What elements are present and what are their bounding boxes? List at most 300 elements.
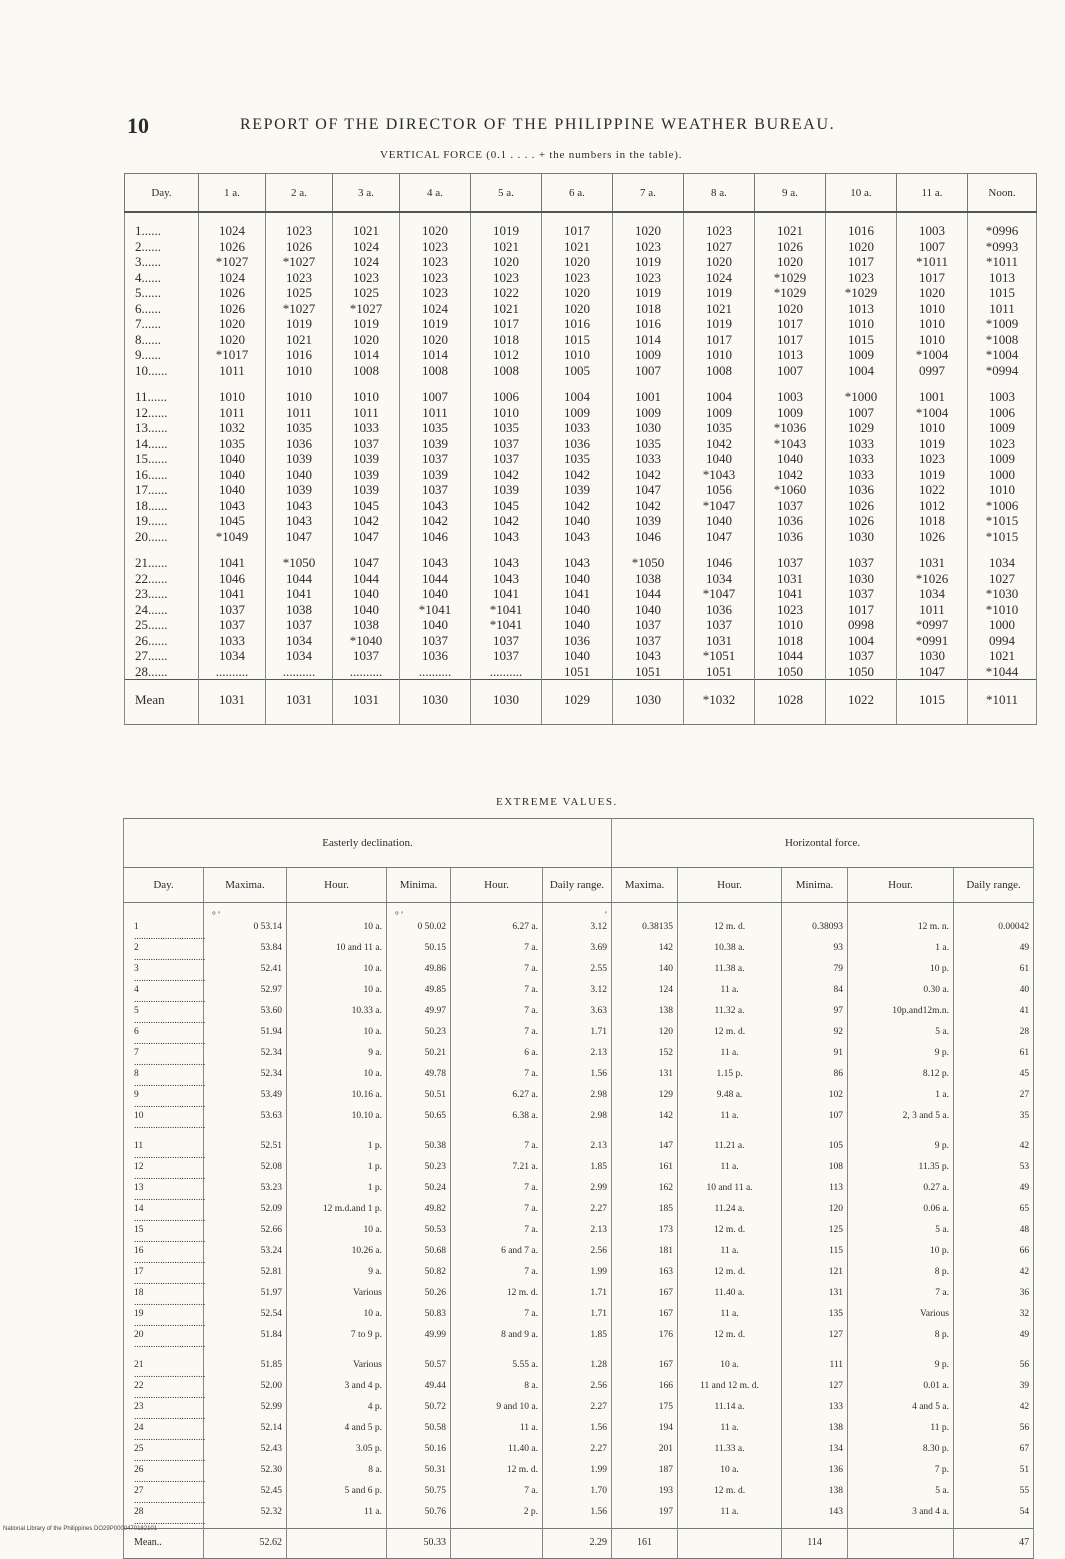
value-cell: 1038: [266, 602, 333, 618]
day-cell: 12 ..............................: [124, 1162, 204, 1183]
value-cell: 11.40 a.: [678, 1288, 782, 1309]
value-cell: 1009: [613, 347, 684, 363]
value-cell: *1010: [968, 602, 1037, 618]
value-cell: 9 and 10 a.: [451, 1402, 543, 1423]
value-cell: 1030: [826, 571, 897, 587]
value-cell: *1004: [897, 405, 968, 421]
column-header: Maxima.: [204, 868, 287, 903]
mean-value: [848, 1528, 954, 1558]
value-cell: 1020: [542, 301, 613, 317]
table-row: [124, 1288, 1034, 1309]
value-cell: 1039: [266, 482, 333, 498]
value-cell: 1047: [333, 529, 400, 545]
value-cell: 1.99: [543, 1267, 612, 1288]
value-cell: 1020: [542, 285, 613, 301]
table-row: [124, 1402, 1034, 1423]
mean-value: [287, 1528, 387, 1558]
value-cell: 1007: [755, 363, 826, 379]
value-cell: 1024: [400, 301, 471, 317]
value-cell: 1023: [471, 270, 542, 286]
value-cell: *1006: [968, 498, 1037, 514]
value-cell: 1023: [755, 602, 826, 618]
value-cell: 1037: [755, 544, 826, 571]
mean-value: 2.29: [543, 1528, 612, 1558]
column-header: 1 a.: [199, 174, 266, 213]
extreme-column-header-row: [124, 868, 1034, 903]
value-cell: 32: [954, 1309, 1034, 1330]
table-row: [124, 1048, 1034, 1069]
value-cell: 111: [782, 1351, 848, 1381]
value-cell: *1004: [968, 347, 1037, 363]
value-cell: 1020: [897, 285, 968, 301]
value-cell: 134: [782, 1444, 848, 1465]
value-cell: 4 and 5 p.: [287, 1423, 387, 1444]
value-cell: 8.12 p.: [848, 1069, 954, 1090]
table-row: [125, 285, 1037, 301]
value-cell: 1042: [542, 498, 613, 514]
value-cell: 181: [612, 1246, 678, 1267]
vertical-force-header-row: [125, 174, 1037, 213]
value-cell: 1024: [333, 239, 400, 255]
value-cell: 8 a.: [287, 1465, 387, 1486]
value-cell: 1 p.: [287, 1132, 387, 1162]
value-cell: 1020: [684, 254, 755, 270]
value-cell: 49.86: [387, 964, 451, 985]
value-cell: 1034: [684, 571, 755, 587]
value-cell: 1001: [613, 378, 684, 405]
value-cell: 3 and 4 p.: [287, 1381, 387, 1402]
value-cell: 1017: [755, 332, 826, 348]
value-cell: 52.08: [204, 1162, 287, 1183]
value-cell: 1023: [684, 212, 755, 239]
value-cell: 1035: [684, 420, 755, 436]
value-cell: 1009: [968, 451, 1037, 467]
value-cell: 4 p.: [287, 1402, 387, 1423]
value-cell: 7 a.: [451, 985, 543, 1006]
value-cell: 7 a.: [451, 943, 543, 964]
horizontal-force-heading: Horizontal force.: [612, 819, 1034, 868]
mean-row: [125, 680, 1037, 725]
value-cell: 1040: [199, 482, 266, 498]
value-cell: 1010: [897, 332, 968, 348]
value-cell: 1039: [333, 451, 400, 467]
value-cell: 61: [954, 964, 1034, 985]
value-cell: 7 to 9 p.: [287, 1330, 387, 1351]
value-cell: 1040: [199, 467, 266, 483]
value-cell: 7 a.: [451, 1183, 543, 1204]
value-cell: 1019: [897, 436, 968, 452]
value-cell: 10.33 a.: [287, 1006, 387, 1027]
value-cell: 1023: [542, 270, 613, 286]
column-header: 4 a.: [400, 174, 471, 213]
value-cell: ..........: [266, 664, 333, 680]
value-cell: 50.53: [387, 1225, 451, 1246]
table-row: [124, 1309, 1034, 1330]
value-cell: 49: [954, 1183, 1034, 1204]
value-cell: 1040: [542, 602, 613, 618]
value-cell: 142: [612, 943, 678, 964]
value-cell: 1000: [968, 467, 1037, 483]
value-cell: *1027: [199, 254, 266, 270]
value-cell: 1033: [333, 420, 400, 436]
value-cell: 1046: [684, 544, 755, 571]
value-cell: 1035: [471, 420, 542, 436]
day-cell: 6 ..............................: [124, 1027, 204, 1048]
value-cell: 1019: [613, 285, 684, 301]
value-cell: 1011: [266, 405, 333, 421]
value-cell: 1.85: [543, 1330, 612, 1351]
footer-credit: National Library of the Philippines DO29P0000470182101: [3, 1526, 158, 1532]
value-cell: 5 a.: [848, 1486, 954, 1507]
value-cell: 12 m. d.: [678, 1486, 782, 1507]
value-cell: *1041: [471, 617, 542, 633]
value-cell: 142: [612, 1111, 678, 1132]
value-cell: 1040: [755, 451, 826, 467]
table-row: [124, 1330, 1034, 1351]
value-cell: 1039: [400, 436, 471, 452]
table-row: [125, 316, 1037, 332]
day-cell: 16 ..............................: [124, 1246, 204, 1267]
value-cell: *1015: [968, 513, 1037, 529]
value-cell: 1.56: [543, 1507, 612, 1529]
value-cell: 1037: [826, 586, 897, 602]
value-cell: 1024: [199, 270, 266, 286]
table-row: [124, 964, 1034, 985]
value-cell: 10.38 a.: [678, 943, 782, 964]
value-cell: 187: [612, 1465, 678, 1486]
unit-cell: ° ′: [387, 903, 451, 922]
value-cell: 1037: [400, 482, 471, 498]
value-cell: 1056: [684, 482, 755, 498]
value-cell: 10 and 11 a.: [678, 1183, 782, 1204]
value-cell: 1026: [897, 529, 968, 545]
easterly-declination-heading: Easterly declination.: [124, 819, 612, 868]
value-cell: 52.34: [204, 1069, 287, 1090]
day-cell: 3 ..............................: [124, 964, 204, 985]
value-cell: 12 m. d.: [451, 1465, 543, 1486]
value-cell: 52.51: [204, 1132, 287, 1162]
table-row: [125, 212, 1037, 239]
value-cell: 1019: [400, 316, 471, 332]
value-cell: 1044: [400, 571, 471, 587]
value-cell: 11.14 a.: [678, 1402, 782, 1423]
value-cell: 1037: [471, 451, 542, 467]
table-row: [125, 332, 1037, 348]
column-header: Minima.: [782, 868, 848, 903]
value-cell: 1036: [266, 436, 333, 452]
mean-row: [124, 1528, 1034, 1558]
value-cell: 1036: [542, 436, 613, 452]
value-cell: *1030: [968, 586, 1037, 602]
value-cell: 3.12: [543, 985, 612, 1006]
value-cell: 1041: [542, 586, 613, 602]
value-cell: 1020: [755, 301, 826, 317]
value-cell: 50.72: [387, 1402, 451, 1423]
value-cell: 35: [954, 1111, 1034, 1132]
value-cell: 1020: [199, 332, 266, 348]
value-cell: 11 p.: [848, 1423, 954, 1444]
value-cell: 1021: [755, 212, 826, 239]
value-cell: 1021: [471, 239, 542, 255]
value-cell: *1051: [684, 648, 755, 664]
value-cell: 50.15: [387, 943, 451, 964]
table-row: [124, 1027, 1034, 1048]
value-cell: 11.24 a.: [678, 1204, 782, 1225]
day-cell: 25......: [125, 617, 199, 633]
value-cell: 1026: [199, 285, 266, 301]
value-cell: 7 a.: [451, 1027, 543, 1048]
day-cell: 5......: [125, 285, 199, 301]
value-cell: 140: [612, 964, 678, 985]
value-cell: 1023: [400, 239, 471, 255]
value-cell: 1035: [199, 436, 266, 452]
value-cell: 1031: [755, 571, 826, 587]
value-cell: 1037: [826, 648, 897, 664]
value-cell: 147: [612, 1132, 678, 1162]
value-cell: 51.97: [204, 1288, 287, 1309]
value-cell: 1037: [684, 617, 755, 633]
value-cell: 11.32 a.: [678, 1006, 782, 1027]
value-cell: 138: [782, 1423, 848, 1444]
value-cell: 1023: [266, 270, 333, 286]
value-cell: 1023: [613, 270, 684, 286]
value-cell: 133: [782, 1402, 848, 1423]
value-cell: 136: [782, 1465, 848, 1486]
value-cell: 1.56: [543, 1423, 612, 1444]
value-cell: 1047: [266, 529, 333, 545]
value-cell: 1025: [333, 285, 400, 301]
value-cell: 1039: [333, 482, 400, 498]
value-cell: 1017: [684, 332, 755, 348]
value-cell: 138: [782, 1486, 848, 1507]
value-cell: 1020: [471, 254, 542, 270]
value-cell: 51.85: [204, 1351, 287, 1381]
value-cell: *1000: [826, 378, 897, 405]
value-cell: 2.98: [543, 1111, 612, 1132]
mean-value: 50.33: [387, 1528, 451, 1558]
value-cell: 9 p.: [848, 1132, 954, 1162]
value-cell: 45: [954, 1069, 1034, 1090]
value-cell: 10 a.: [287, 1027, 387, 1048]
value-cell: 1025: [266, 285, 333, 301]
value-cell: 53.24: [204, 1246, 287, 1267]
value-cell: 129: [612, 1090, 678, 1111]
value-cell: 1036: [826, 482, 897, 498]
value-cell: 1030: [826, 529, 897, 545]
value-cell: 1 p.: [287, 1183, 387, 1204]
value-cell: 152: [612, 1048, 678, 1069]
value-cell: 1017: [897, 270, 968, 286]
value-cell: 84: [782, 985, 848, 1006]
value-cell: 65: [954, 1204, 1034, 1225]
value-cell: 1018: [755, 633, 826, 649]
value-cell: 6.27 a.: [451, 1090, 543, 1111]
value-cell: 1020: [826, 239, 897, 255]
value-cell: 9 a.: [287, 1267, 387, 1288]
day-cell: 15 ..............................: [124, 1225, 204, 1246]
value-cell: 102: [782, 1090, 848, 1111]
value-cell: 50.16: [387, 1444, 451, 1465]
day-cell: 19......: [125, 513, 199, 529]
value-cell: 1037: [400, 451, 471, 467]
mean-value: *1011: [968, 680, 1037, 725]
value-cell: 1019: [897, 467, 968, 483]
value-cell: *1029: [755, 270, 826, 286]
value-cell: 1047: [897, 664, 968, 680]
value-cell: 12 m. d.: [678, 1267, 782, 1288]
value-cell: *1041: [471, 602, 542, 618]
value-cell: 28: [954, 1027, 1034, 1048]
value-cell: 50.38: [387, 1132, 451, 1162]
value-cell: 6 a.: [451, 1048, 543, 1069]
value-cell: 0997: [897, 363, 968, 379]
column-header: 9 a.: [755, 174, 826, 213]
value-cell: 50.23: [387, 1162, 451, 1183]
table-row: [124, 1246, 1034, 1267]
value-cell: 1030: [897, 648, 968, 664]
value-cell: 1029: [826, 420, 897, 436]
value-cell: 1007: [826, 405, 897, 421]
value-cell: 1038: [333, 617, 400, 633]
value-cell: 1040: [542, 513, 613, 529]
value-cell: 1032: [199, 420, 266, 436]
value-cell: 1039: [266, 451, 333, 467]
day-cell: 28......: [125, 664, 199, 680]
value-cell: 49.99: [387, 1330, 451, 1351]
value-cell: 11 a.: [678, 1423, 782, 1444]
value-cell: 1000: [968, 617, 1037, 633]
value-cell: ..........: [199, 664, 266, 680]
table-row: [125, 436, 1037, 452]
table-row: [125, 420, 1037, 436]
value-cell: 6.38 a.: [451, 1111, 543, 1132]
value-cell: 1004: [826, 363, 897, 379]
value-cell: 9 p.: [848, 1351, 954, 1381]
value-cell: 11 a.: [678, 1309, 782, 1330]
value-cell: 10.10 a.: [287, 1111, 387, 1132]
value-cell: 2.98: [543, 1090, 612, 1111]
day-cell: 2 ..............................: [124, 943, 204, 964]
value-cell: 131: [782, 1288, 848, 1309]
value-cell: 1016: [266, 347, 333, 363]
value-cell: 3.63: [543, 1006, 612, 1027]
value-cell: 54: [954, 1507, 1034, 1529]
value-cell: 1031: [684, 633, 755, 649]
value-cell: 1009: [968, 420, 1037, 436]
value-cell: *1004: [897, 347, 968, 363]
value-cell: 167: [612, 1309, 678, 1330]
value-cell: 3 and 4 a.: [848, 1507, 954, 1529]
table-row: [125, 498, 1037, 514]
value-cell: 1043: [199, 498, 266, 514]
value-cell: 50.23: [387, 1027, 451, 1048]
value-cell: 1043: [542, 544, 613, 571]
value-cell: 127: [782, 1330, 848, 1351]
value-cell: 52.41: [204, 964, 287, 985]
value-cell: 12 m. n.: [848, 922, 954, 943]
value-cell: 1010: [266, 363, 333, 379]
value-cell: 7 a.: [451, 1486, 543, 1507]
value-cell: 1021: [684, 301, 755, 317]
value-cell: 7 a.: [451, 1006, 543, 1027]
extreme-values-title: EXTREME VALUES.: [496, 796, 618, 808]
value-cell: 11 a.: [678, 985, 782, 1006]
value-cell: 11.38 a.: [678, 964, 782, 985]
table-row: [124, 1267, 1034, 1288]
value-cell: 1042: [333, 513, 400, 529]
table-row: [124, 1090, 1034, 1111]
value-cell: 93: [782, 943, 848, 964]
value-cell: 1011: [333, 405, 400, 421]
value-cell: 1008: [471, 363, 542, 379]
mean-value: [678, 1528, 782, 1558]
value-cell: 1 a.: [848, 1090, 954, 1111]
value-cell: 0.01 a.: [848, 1381, 954, 1402]
value-cell: 1017: [755, 316, 826, 332]
value-cell: 7 a.: [451, 964, 543, 985]
value-cell: 1027: [968, 571, 1037, 587]
value-cell: 1012: [471, 347, 542, 363]
value-cell: 1040: [684, 451, 755, 467]
value-cell: 55: [954, 1486, 1034, 1507]
value-cell: 53.49: [204, 1090, 287, 1111]
table-row: [124, 1423, 1034, 1444]
value-cell: 1037: [471, 436, 542, 452]
value-cell: 11.33 a.: [678, 1444, 782, 1465]
value-cell: 1040: [613, 602, 684, 618]
value-cell: 92: [782, 1027, 848, 1048]
table-row: [124, 1507, 1034, 1529]
value-cell: 50.76: [387, 1507, 451, 1529]
value-cell: *1043: [684, 467, 755, 483]
value-cell: 1010: [897, 301, 968, 317]
value-cell: 1019: [471, 212, 542, 239]
value-cell: 12 m. d.: [678, 1225, 782, 1246]
value-cell: 173: [612, 1225, 678, 1246]
value-cell: 1019: [613, 254, 684, 270]
day-cell: 9......: [125, 347, 199, 363]
value-cell: 1021: [542, 239, 613, 255]
value-cell: 176: [612, 1330, 678, 1351]
value-cell: 2 p.: [451, 1507, 543, 1529]
table-row: [124, 1006, 1034, 1027]
unit-cell: [848, 903, 954, 922]
value-cell: 1034: [968, 544, 1037, 571]
day-cell: 5 ..............................: [124, 1006, 204, 1027]
value-cell: 1035: [400, 420, 471, 436]
value-cell: 1.85: [543, 1162, 612, 1183]
value-cell: 1034: [897, 586, 968, 602]
value-cell: 1040: [266, 467, 333, 483]
value-cell: 1.71: [543, 1309, 612, 1330]
value-cell: 1051: [684, 664, 755, 680]
column-header: Daily range.: [954, 868, 1034, 903]
value-cell: 1040: [199, 451, 266, 467]
value-cell: 1043: [266, 513, 333, 529]
value-cell: 52.30: [204, 1465, 287, 1486]
column-header: 8 a.: [684, 174, 755, 213]
day-cell: 17 ..............................: [124, 1267, 204, 1288]
value-cell: 1010: [826, 316, 897, 332]
value-cell: 1.15 p.: [678, 1069, 782, 1090]
value-cell: 36: [954, 1288, 1034, 1309]
day-cell: 24......: [125, 602, 199, 618]
value-cell: 1017: [826, 254, 897, 270]
mean-value: [451, 1528, 543, 1558]
value-cell: 1008: [333, 363, 400, 379]
day-cell: 23......: [125, 586, 199, 602]
value-cell: 52.81: [204, 1267, 287, 1288]
